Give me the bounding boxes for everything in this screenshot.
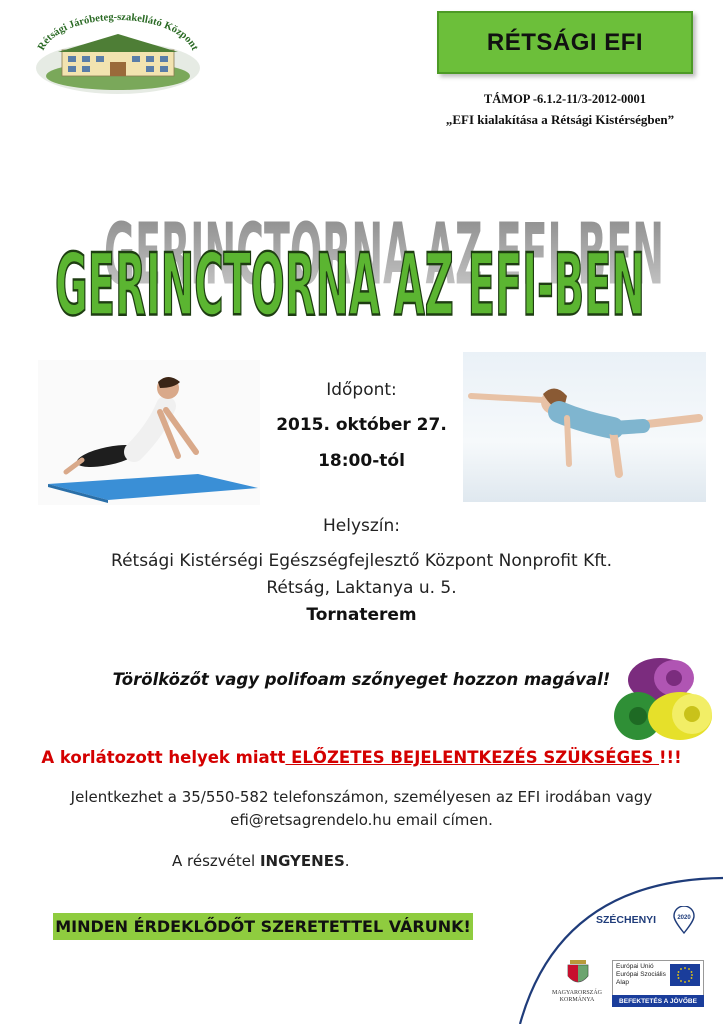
clinic-building-icon: [32, 10, 204, 96]
szechenyi-label: SZÉCHENYI: [596, 914, 657, 926]
contact-line-1: Jelentkezhet a 35/550-582 telefonszámon, személyesen az EFI irodában vagy: [70, 788, 653, 806]
wordart-title: [40, 168, 680, 338]
eu-line-1: Európai Unió: [616, 963, 654, 970]
participation-suffix: .: [344, 852, 350, 870]
clinic-logo: [32, 10, 204, 96]
warning-prefix: A korlátozott helyek miatt: [41, 748, 286, 767]
hungary-crest-icon: [565, 958, 591, 988]
title-text: GERINCTORNA AZ EFI-BEN: [55, 236, 646, 336]
time-label: Időpont:: [326, 380, 397, 400]
eu-text: [616, 963, 666, 987]
eu-flag-icon: [670, 964, 700, 986]
participation-free: INGYENES: [259, 852, 345, 870]
participation-note: [172, 852, 350, 870]
tamop-subtitle: „EFI kialakítása a Rétsági Kistérségben”: [445, 112, 675, 127]
government-label: [552, 990, 602, 1004]
efi-header-box: [437, 11, 693, 74]
towel-note: Törölközőt vagy polifoam szőnyeget hozzon magával!: [112, 670, 611, 689]
warning-suffix: !!!: [659, 748, 682, 767]
event-date: 2015. október 27.: [276, 415, 447, 435]
government-line-2: KORMÁNYA: [559, 997, 595, 1003]
szechenyi-year: 2020: [677, 915, 691, 921]
szechenyi-2020-icon: [672, 906, 696, 934]
place-line-3: Tornaterem: [306, 605, 417, 625]
participation-prefix: A részvétel: [172, 852, 260, 870]
welcome-banner: MINDEN ÉRDEKLŐDŐT SZERETETTEL VÁRUNK!: [53, 913, 473, 940]
title-shadow: GERINCTORNA AZ EFI-BEN: [104, 206, 665, 305]
contact-line-2: efi@retsagrendelo.hu email címen.: [230, 811, 493, 829]
eu-banner: BEFEKTETÉS A JÖVŐBE: [612, 995, 704, 1007]
logo-arc-text: Rétsági Járóbeteg-szakellátó Központ: [36, 11, 201, 53]
place-line-2: Rétság, Laktanya u. 5.: [266, 578, 457, 598]
place-line-1: Rétsági Kistérségi Egészségfejlesztő Központ Nonprofit Kft.: [111, 551, 612, 571]
event-time: 18:00-tól: [318, 451, 405, 471]
government-line-1: MAGYARORSZÁG: [552, 990, 603, 996]
yoga-mats-image: [612, 654, 716, 746]
eu-line-3: Alap: [616, 979, 630, 986]
place-label: Helyszín:: [322, 516, 401, 536]
efi-header-title: RÉTSÁGI EFI: [486, 28, 644, 56]
tamop-code: TÁMOP -6.1.2-11/3-2012-0001: [483, 92, 647, 106]
eu-line-2: Európai Szociális: [616, 971, 666, 978]
registration-warning: [0, 748, 723, 767]
warning-underlined: ELŐZETES BEJELENTKEZÉS SZÜKSÉGES: [285, 748, 660, 767]
